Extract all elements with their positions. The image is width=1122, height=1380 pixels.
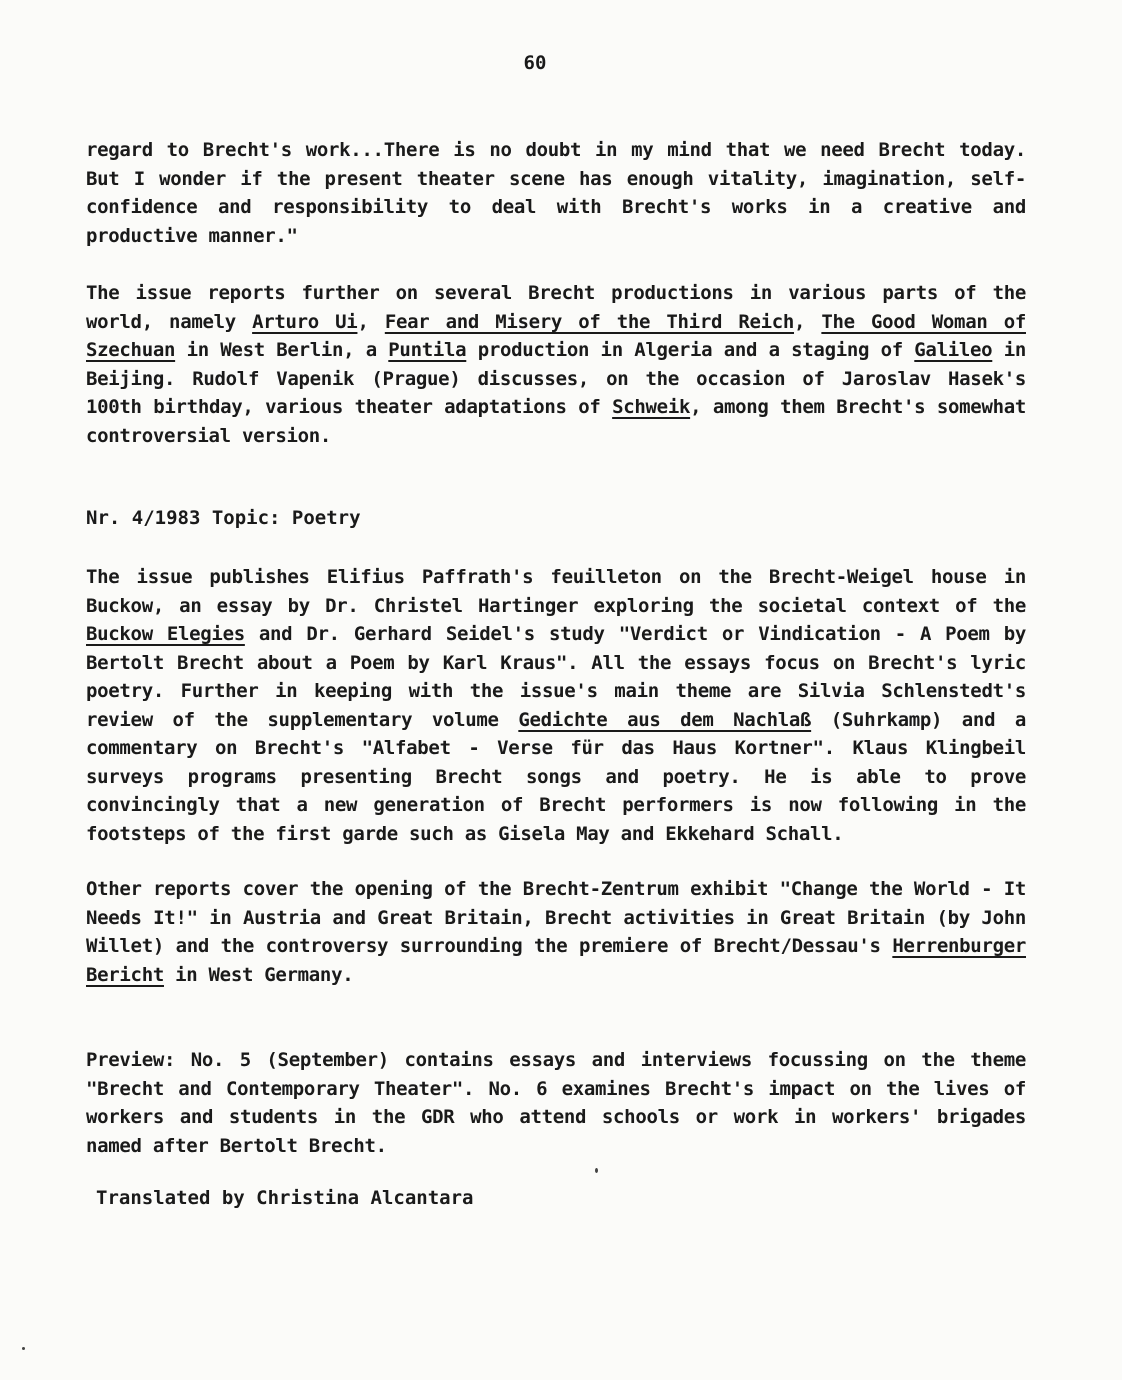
title-fear-and-misery: Fear and Misery of the Third Reich [384,310,795,333]
text-span: , among them Brecht's somewhat controversial version. [86,396,1026,447]
text-span: in West Germany. [163,963,354,986]
scan-speck [22,1347,25,1350]
text-span: The issue reports further on several Brecht productions in various parts of the world, namely [86,282,1026,333]
title-arturo-ui: Arturo Ui [252,310,358,333]
translator-credit: Translated by Christina Alcantara [96,1187,474,1209]
page-number: 60 [523,52,547,74]
title-puntila: Puntila [388,339,467,361]
title-galileo: Galileo [914,339,993,361]
title-gedichte-aus-dem-nachlass: Gedichte aus dem Nachlaß [518,708,812,731]
paragraph-productions [86,279,1026,450]
title-schweik: Schweik [612,396,691,418]
scan-speck [595,1168,598,1173]
text-span: , [794,310,822,333]
text-span: production in Algeria and a staging of [466,339,915,361]
text-span: The issue publishes Elifius Paffrath's feuilleton on the Brecht-Weigel house in Buckow, an essay by Dr. Christel Hartinger exploring the societal context of the [86,566,1026,617]
title-good-woman: The Good Woman of Szechuan [86,310,1026,361]
text-span: in West Berlin, a [175,339,389,361]
paragraph-quote-conclusion: regard to Brecht's work...There is no doubt in my mind that we need Brecht today. But I wonder if the present theater scene has enough vitality, imagination, self-confidence and responsibility to deal with Brecht's works in a creative and productive manner." [86,139,1026,247]
text-span: and Dr. Gerhard Seidel's study "Verdict or Vindication - A Poem by Bertolt Brecht about a Poem by Karl Kraus". All the essays focus on Brecht's lyric poetry. Further in keeping with the issue's main theme are Silvia Schlenstedt's review of the supplementary volume [86,623,1027,731]
title-herrenburger-bericht: Herrenburger Bericht [86,935,1026,986]
text-span: , [357,310,385,333]
section-heading: Nr. 4/1983 Topic: Poetry [86,507,361,529]
text-span: Other reports cover the opening of the Brecht-Zentrum exhibit "Change the World - It Needs It!" in Austria and Great Britain, Brecht activities in Great Britain (by John Willet) and the controversy surrounding the premiere of Brecht/Dessau's [86,878,1026,957]
title-buckow-elegies: Buckow Elegies [86,623,245,645]
paragraph-poetry-issue [86,563,1026,848]
text-span: in Beijing. Rudolf Vapenik (Prague) discusses, on the occasion of Jaroslav Hasek's 100th birthday, various theater adaptations of [86,339,1027,418]
paragraph-preview: Preview: No. 5 (September) contains essays and interviews focussing on the theme "Brecht and Contemporary Theater". No. 6 examines Brecht's impact on the lives of workers and students in the GDR who attend schools or work in workers' brigades named after Bertolt Brecht. [86,1049,1026,1157]
text-span: (Suhrkamp) and a commentary on Brecht's "Alfabet - Verse für das Haus Kortner". Klaus Klingbeil surveys programs presenting Brecht songs and poetry. He is able to prove convincingly that a new generation of Brecht performers is now following in the footsteps of the first garde such as Gisela May and Ekkehard Schall. [86,708,1026,845]
paragraph-other-reports [86,875,1026,989]
